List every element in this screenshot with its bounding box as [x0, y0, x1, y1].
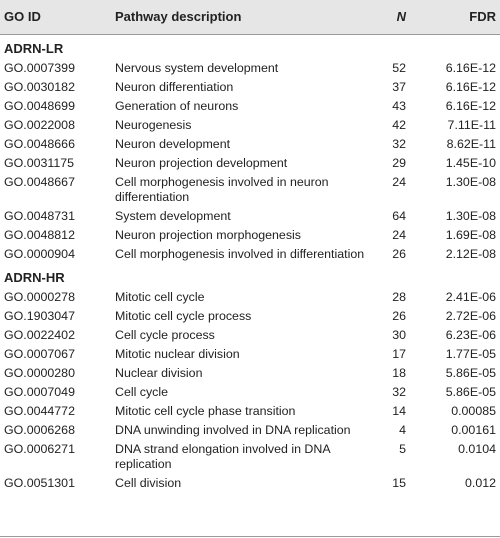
- header-n: N: [396, 9, 406, 24]
- pathway-description-cell: Cell cycle: [115, 385, 169, 399]
- go-id-cell: GO.0007067: [4, 347, 75, 361]
- pathway-description-cell: Cell cycle process: [115, 328, 215, 342]
- n-cell: 32: [392, 137, 406, 151]
- fdr-cell: 6.16E-12: [445, 99, 496, 113]
- fdr-cell: 0.012: [464, 476, 496, 490]
- fdr-cell: 0.0104: [458, 442, 496, 456]
- pathway-description-cell: Neuron differentiation: [115, 80, 234, 94]
- fdr-cell: 1.45E-10: [445, 156, 496, 170]
- table-row: [0, 421, 500, 440]
- table-row: [0, 245, 500, 264]
- pathway-description-cell: Neuron projection morphogenesis: [115, 228, 301, 242]
- pathway-description-cell: Generation of neurons: [115, 99, 239, 113]
- table-row: [0, 173, 500, 207]
- n-cell: 37: [392, 80, 406, 94]
- fdr-cell: 1.30E-08: [445, 175, 496, 189]
- table-row: [0, 207, 500, 226]
- go-id-cell: GO.0006271: [4, 442, 75, 456]
- table-row: [0, 307, 500, 326]
- table-row: [0, 226, 500, 245]
- pathway-description-cell: Cell morphogenesis involved in neuron differentiation: [115, 175, 329, 204]
- go-id-cell: GO.0048699: [4, 99, 75, 113]
- pathway-description-cell: Mitotic cell cycle: [115, 290, 205, 304]
- pathway-description-cell: Cell morphogenesis involved in differentiation: [115, 247, 365, 261]
- n-cell: 5: [399, 442, 406, 456]
- fdr-cell: 6.16E-12: [445, 80, 496, 94]
- go-id-cell: GO.0022008: [4, 118, 75, 132]
- n-cell: 64: [392, 209, 406, 223]
- fdr-cell: 1.77E-05: [445, 347, 496, 361]
- table-row: [0, 135, 500, 154]
- n-cell: 28: [392, 290, 406, 304]
- n-cell: 26: [392, 309, 406, 323]
- n-cell: 29: [392, 156, 406, 170]
- group-heading: ADRN-LR: [4, 41, 64, 56]
- n-cell: 30: [392, 328, 406, 342]
- go-id-cell: GO.0048666: [4, 137, 75, 151]
- fdr-cell: 0.00085: [451, 404, 496, 418]
- table-row: [0, 59, 500, 78]
- go-id-cell: GO.0030182: [4, 80, 75, 94]
- pathway-description-cell: Mitotic cell cycle phase transition: [115, 404, 296, 418]
- go-id-cell: GO.0022402: [4, 328, 75, 342]
- table-row: [0, 383, 500, 402]
- table-row: [0, 288, 500, 307]
- table-row: [0, 345, 500, 364]
- pathway-description-cell: Nervous system development: [115, 61, 279, 75]
- go-id-cell: GO.1903047: [4, 309, 75, 323]
- table-row: [0, 402, 500, 421]
- n-cell: 24: [392, 228, 406, 242]
- fdr-cell: 8.62E-11: [446, 137, 496, 151]
- fdr-cell: 1.30E-08: [445, 209, 496, 223]
- fdr-cell: 6.23E-06: [445, 328, 496, 342]
- table-row: [0, 326, 500, 345]
- pathway-description-cell: Nuclear division: [115, 366, 203, 380]
- header-go-id: GO ID: [4, 9, 41, 24]
- go-id-cell: GO.0051301: [4, 476, 75, 490]
- header-pathway-description: Pathway description: [115, 9, 242, 24]
- n-cell: 52: [392, 61, 406, 75]
- n-cell: 18: [392, 366, 406, 380]
- fdr-cell: 6.16E-12: [445, 61, 496, 75]
- fdr-cell: 1.69E-08: [445, 228, 496, 242]
- pathway-description-cell: Cell division: [115, 476, 182, 490]
- n-cell: 17: [392, 347, 406, 361]
- go-id-cell: GO.0048667: [4, 175, 75, 189]
- n-cell: 15: [392, 476, 406, 490]
- pathway-description-cell: System development: [115, 209, 231, 223]
- n-cell: 26: [392, 247, 406, 261]
- n-cell: 14: [392, 404, 406, 418]
- fdr-cell: 5.86E-05: [445, 385, 496, 399]
- fdr-cell: 7.11E-11: [447, 118, 496, 132]
- pathway-description-cell: Neuron projection development: [115, 156, 288, 170]
- pathway-description-cell: DNA strand elongation involved in DNA replication: [115, 442, 330, 471]
- go-id-cell: GO.0048731: [4, 209, 75, 223]
- table-row: [0, 97, 500, 116]
- fdr-cell: 5.86E-05: [445, 366, 496, 380]
- table-row: [0, 116, 500, 135]
- table-row: [0, 78, 500, 97]
- table-bottom-rule: [0, 536, 500, 537]
- go-id-cell: GO.0048812: [4, 228, 75, 242]
- table-row: [0, 440, 500, 474]
- fdr-cell: 2.41E-06: [445, 290, 496, 304]
- go-id-cell: GO.0006268: [4, 423, 75, 437]
- table-body: [0, 39, 500, 493]
- table-row: [0, 364, 500, 383]
- go-id-cell: GO.0007399: [4, 61, 75, 75]
- pathway-description-cell: Neurogenesis: [115, 118, 192, 132]
- n-cell: 43: [392, 99, 406, 113]
- table-row: [0, 474, 500, 493]
- go-id-cell: GO.0044772: [4, 404, 75, 418]
- header-fdr: FDR: [469, 9, 496, 24]
- fdr-cell: 2.12E-08: [445, 247, 496, 261]
- table-header: [0, 0, 500, 35]
- group-heading: ADRN-HR: [4, 270, 65, 285]
- go-id-cell: GO.0000280: [4, 366, 75, 380]
- n-cell: 32: [392, 385, 406, 399]
- n-cell: 24: [392, 175, 406, 189]
- go-id-cell: GO.0007049: [4, 385, 75, 399]
- pathway-description-cell: Neuron development: [115, 137, 231, 151]
- go-id-cell: GO.0000904: [4, 247, 75, 261]
- fdr-cell: 2.72E-06: [445, 309, 496, 323]
- pathway-description-cell: Mitotic nuclear division: [115, 347, 240, 361]
- n-cell: 42: [392, 118, 406, 132]
- n-cell: 4: [399, 423, 406, 437]
- pathway-description-cell: DNA unwinding involved in DNA replication: [115, 423, 351, 437]
- table-row: [0, 154, 500, 173]
- go-id-cell: GO.0000278: [4, 290, 75, 304]
- pathway-description-cell: Mitotic cell cycle process: [115, 309, 252, 323]
- go-id-cell: GO.0031175: [4, 156, 75, 170]
- fdr-cell: 0.00161: [451, 423, 496, 437]
